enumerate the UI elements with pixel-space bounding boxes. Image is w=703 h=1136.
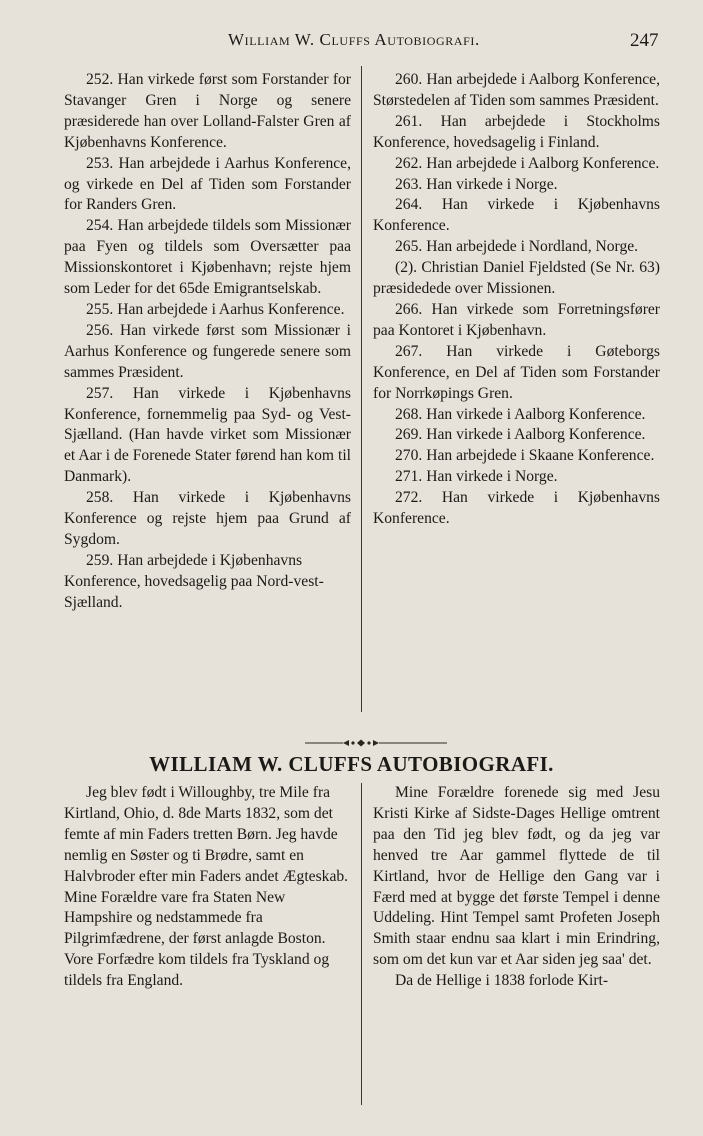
note-paragraph: 262. Han arbejdede i Aalborg Konference. <box>395 154 660 172</box>
note-paragraph: 254. Han arbejdede tildels som Missionær paa Fyen og tildels som Oversætter paa Missionskontoret i Kjøbenhavn; rejste hjem som Leder for det 65de Emigrantselskab. <box>64 217 351 298</box>
note-paragraph: 257. Han virkede i Kjøbenhavns Konference, fornemmelig paa Syd- og Vest-Sjælland. (Han havde virket som Missionær et Aar i de Forenede Stater førend han kom til Danmark). <box>64 384 351 486</box>
divider-ornament <box>305 736 447 750</box>
note-paragraph: 269. Han virkede i Aalborg Konference. <box>395 426 646 444</box>
running-title: William W. Cluffs Autobiografi. <box>228 30 480 49</box>
note-paragraph: 255. Han arbejdede i Aarhus Konference. <box>86 300 345 318</box>
note-paragraph: 268. Han virkede i Aalborg Konference. <box>395 405 646 423</box>
note-paragraph: 258. Han virkede i Kjøbenhavns Konference og rejste hjem paa Grund af Sygdom. <box>64 489 351 548</box>
note-paragraph: 267. Han virkede i Gøteborgs Konference, en Del af Tiden som Forstander for Norrkøpings Gren. <box>373 342 660 402</box>
body-paragraph: Jeg blev født i Willoughby, tre Mile fra Kirtland, Ohio, d. 8de Marts 1832, som det femte af min Faders tretten Børn. Jeg havde nemlig en Søster og ti Brødre, samt en Halvbroder efter min Faders andet Ægteskab. Mine Forældre vare fra Staten New Hampshire og nedstammede fra Pilgrimfædrene, der først anlagde Boston. Vore Forfædre kom tildels fra Tyskland og tildels fra England. <box>64 784 349 990</box>
section-title: WILLIAM W. CLUFFS AUTOBIOGRAFI. <box>149 752 554 776</box>
notes-column-right <box>373 70 660 530</box>
note-paragraph: 263. Han virkede i Norge. <box>395 175 558 193</box>
note-paragraph: 260. Han arbejdede i Aalborg Konference, Størstedelen af Tiden som sammes Præsident. <box>373 71 660 109</box>
note-paragraph: 271. Han virkede i Norge. <box>395 468 558 486</box>
body-column-left <box>64 783 351 992</box>
note-paragraph: (2). Christian Daniel Fjeldsted (Se Nr. 63) præsidedede over Missionen. <box>373 259 660 298</box>
column-divider <box>361 783 362 1105</box>
page-number: 247 <box>630 30 659 51</box>
note-paragraph: 253. Han arbejdede i Aarhus Konference, og virkede en Del af Tiden som Forstander for Randers Gren. <box>64 154 351 214</box>
column-divider <box>361 66 362 712</box>
note-paragraph: 265. Han arbejdede i Nordland, Norge. <box>395 238 639 256</box>
note-paragraph: 272. Han virkede i Kjøbenhavns Konference. <box>373 489 660 528</box>
note-paragraph: 256. Han virkede først som Missionær i Aarhus Konference og fungerede senere som sammes Præsident. <box>64 321 351 381</box>
note-paragraph: 252. Han virkede først som Forstander for Stavanger Gren i Norge og senere præsiderede han over Lolland-Falster Gren af Kjøbenhavns Konference. <box>64 71 351 151</box>
body-paragraph: Da de Hellige i 1838 forlode Kirt- <box>395 972 609 990</box>
note-paragraph: 259. Han arbejdede i Kjøbenhavns Konference, hovedsagelig paa Nord-vest-Sjælland. <box>64 551 324 611</box>
note-paragraph: 270. Han arbejdede i Skaane Konference. <box>395 447 655 465</box>
body-paragraph: Mine Forældre forenede sig med Jesu Kristi Kirke af Sidste-Dages Hellige omtrent paa den Tid jeg blev født, og da jeg var henved tre Aar gammel flyttede de til Kirtland, hvor de Hellige den Gang var i Færd med at bygge det første Tempel i denne Uddeling. Hint Tempel samt Profeten Joseph Smith staar endnu saa klart i min Erindring, som om det kun var et Aar siden jeg saa' det. <box>373 784 660 969</box>
note-paragraph: 264. Han virkede i Kjøbenhavns Konference. <box>373 196 660 235</box>
notes-column-left <box>64 70 351 614</box>
running-header <box>0 30 703 56</box>
note-paragraph: 261. Han arbejdede i Stockholms Konference, hovedsagelig i Finland. <box>373 112 660 151</box>
note-paragraph: 266. Han virkede som Forretningsfører paa Kontoret i Kjøbenhavn. <box>373 300 660 339</box>
body-column-right <box>373 783 660 992</box>
